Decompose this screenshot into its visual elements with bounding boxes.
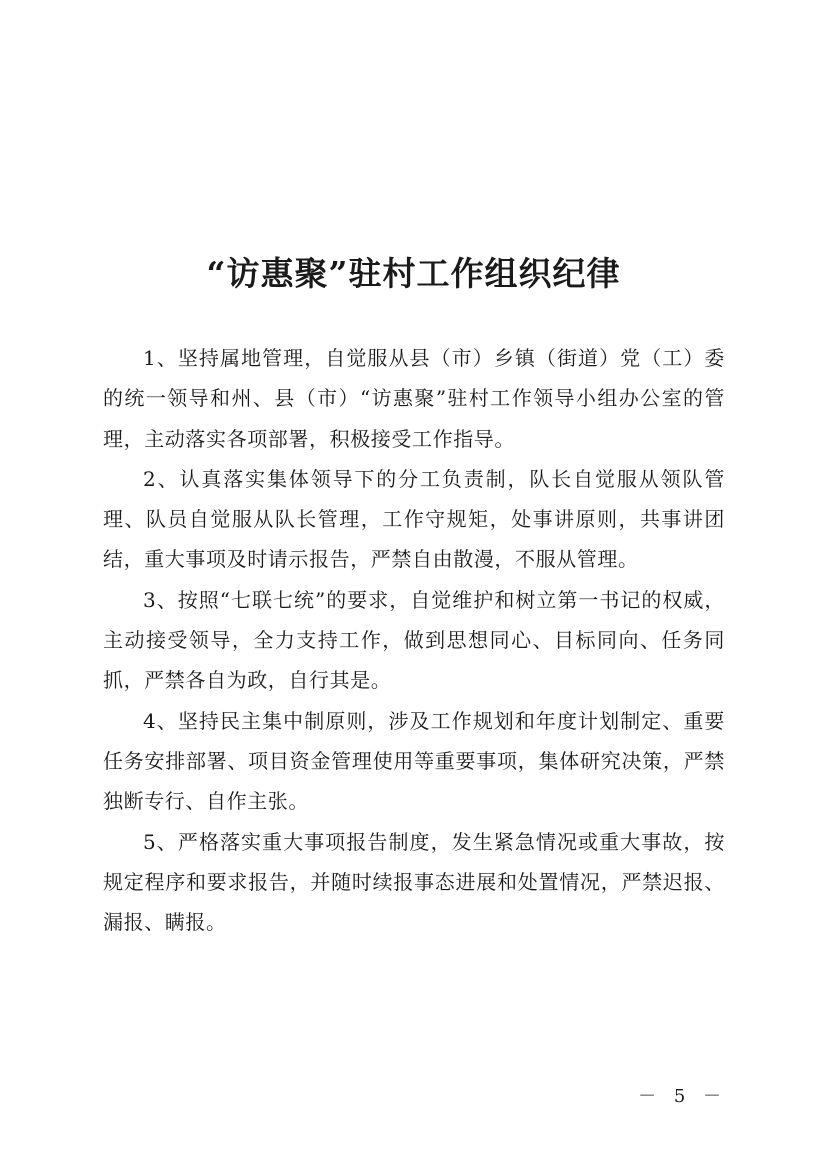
document-body — [103, 338, 725, 942]
rule-paragraph-2: 2、认真落实集体领导下的分工负责制，队长自觉服从领队管理、队员自觉服从队长管理，工作守规矩，处事讲原则，共事讲团结，重大事项及时请示报告，严禁自由散漫，不服从管理。 — [103, 466, 725, 572]
rule-paragraph-4: 4、坚持民主集中制原则，涉及工作规划和年度计划制定、重要任务安排部署、项目资金管理使用等重要事项，集体研究决策，严禁独断专行、自作主张。 — [103, 708, 725, 814]
page-title: “访惠聚”驻村工作组织纪律 — [206, 254, 621, 293]
rule-paragraph-5: 5、严格落实重大事项报告制度，发生紧急情况或重大事故，按规定程序和要求报告，并随时续报事态进展和处置情况，严禁迟报、漏报、瞒报。 — [103, 829, 725, 935]
page-number: － 5 － — [638, 1086, 727, 1107]
rule-paragraph-3: 3、按照“七联七统”的要求，自觉维护和树立第一书记的权威，主动接受领导，全力支持工作，做到思想同心、目标同向、任务同抓，严禁各自为政，自行其是。 — [103, 587, 725, 693]
rule-paragraph-1: 1、坚持属地管理，自觉服从县（市）乡镇（街道）党（工）委的统一领导和州、县（市）“访惠聚”驻村工作领导小组办公室的管理，主动落实各项部署，积极接受工作指导。 — [103, 346, 725, 451]
